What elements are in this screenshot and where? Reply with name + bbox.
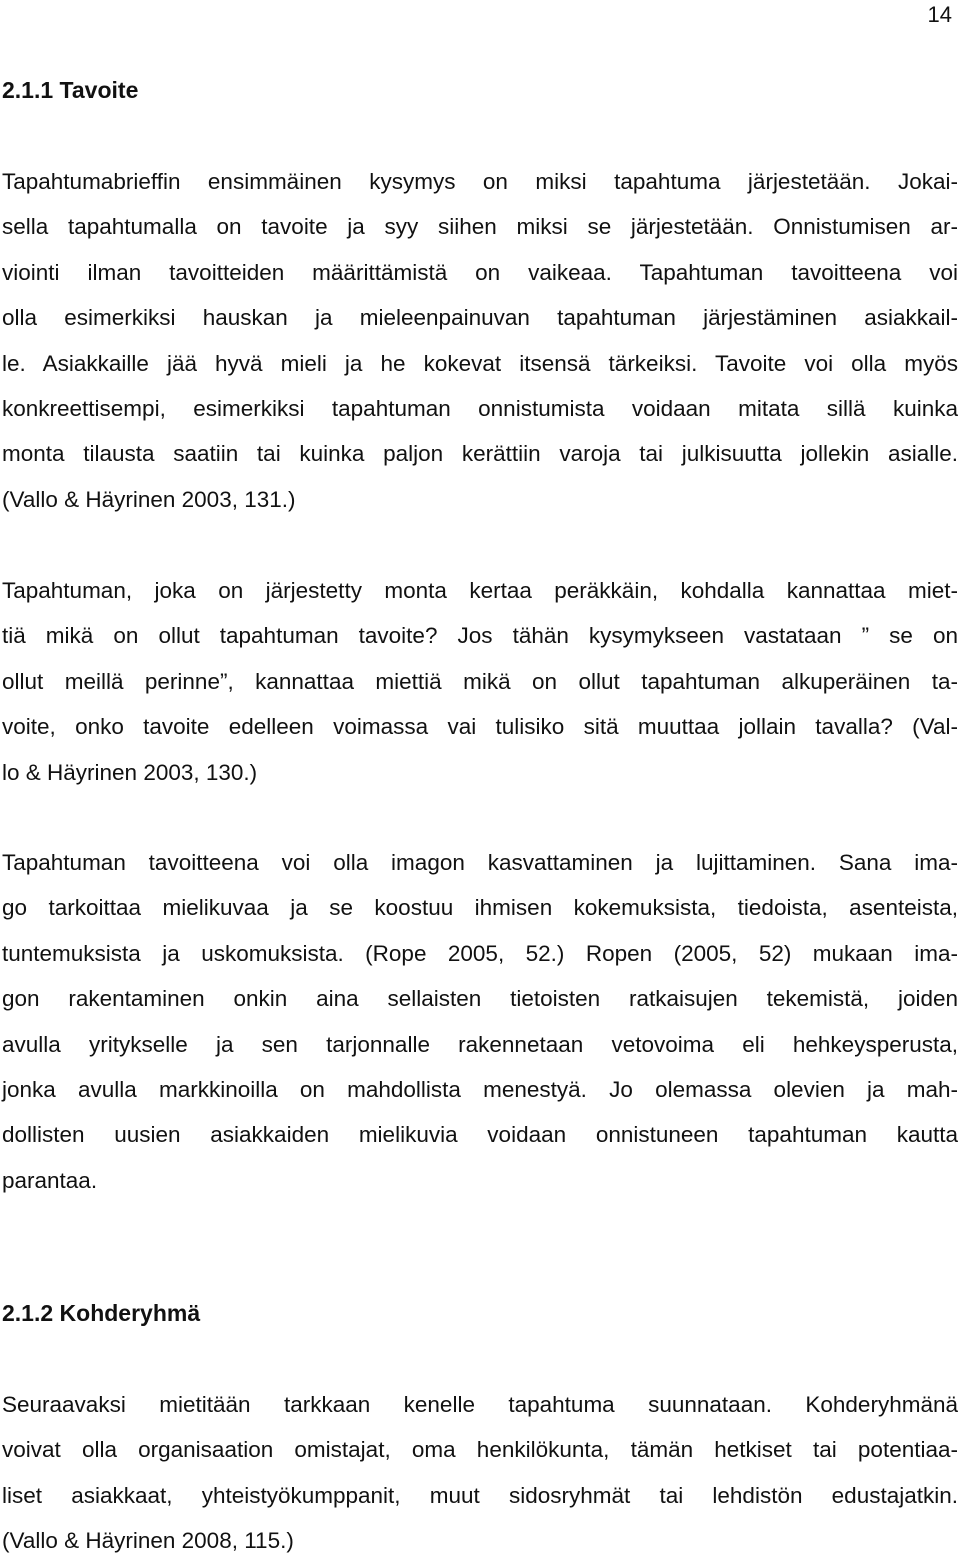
page-number: 14 [927, 2, 952, 27]
paragraph-tavoite-3 [2, 840, 958, 1203]
paragraph-kohderyhma-1 [2, 1382, 958, 1564]
text-line: avulla yritykselle ja sen tarjonnalle rakennetaan vetovoima eli hehkeysperusta, [2, 1031, 958, 1057]
text-line: monta tilausta saatiin tai kuinka paljon kerättiin varoja tai julkisuutta jollekin asialle. [2, 441, 958, 467]
text-line: parantaa. [2, 1167, 98, 1193]
text-line: Tapahtuman, joka on järjestetty monta kertaa peräkkäin, kohdalla kannattaa miet- [2, 578, 958, 603]
text-line: tuntemuksista ja uskomuksista. (Rope 2005, 52.) Ropen (2005, 52) mukaan ima- [2, 940, 958, 966]
paragraph-tavoite-1 [2, 159, 958, 522]
text-line: liset asiakkaat, yhteistyökumppanit, muut sidosryhmät tai lehdistön edustajatkin. [2, 1482, 958, 1508]
text-line: (Vallo & Häyrinen 2008, 115.) [2, 1528, 294, 1554]
section-heading-tavoite: 2.1.1 Tavoite [2, 77, 139, 103]
text-line: Tapahtuman tavoitteena voi olla imagon kasvattaminen ja lujittaminen. Sana ima- [2, 850, 958, 875]
text-line: lo & Häyrinen 2003, 130.) [2, 759, 258, 785]
text-line: Tapahtumabrieffin ensimmäinen kysymys on miksi tapahtuma järjestetään. Jokai- [2, 169, 958, 194]
text-line: olla esimerkiksi hauskan ja mieleenpainuvan tapahtuman järjestäminen asiakkail- [2, 305, 958, 331]
text-line: sella tapahtumalla on tavoite ja syy siihen miksi se järjestetään. Onnistumisen ar- [2, 214, 958, 240]
text-line: Seuraavaksi mietitään tarkkaan kenelle tapahtuma suunnataan. Kohderyhmänä [2, 1392, 958, 1417]
text-line: gon rakentaminen onkin aina sellaisten tietoisten ratkaisujen tekemistä, joiden [2, 986, 958, 1012]
text-line: konkreettisempi, esimerkiksi tapahtuman onnistumista voidaan mitata sillä kuinka [2, 395, 958, 421]
section-heading-kohderyhma: 2.1.2 Kohderyhmä [2, 1300, 201, 1326]
text-line: jonka avulla markkinoilla on mahdollista menestyä. Jo olemassa olevien ja mah- [2, 1076, 958, 1102]
text-line: dollisten uusien asiakkaiden mielikuvia voidaan onnistuneen tapahtuman kautta [2, 1122, 958, 1148]
text-line: ollut meillä perinne”, kannattaa miettiä mikä on ollut tapahtuman alkuperäinen ta- [2, 668, 958, 694]
text-line: viointi ilman tavoitteiden määrittämistä on vaikeaa. Tapahtuman tavoitteena voi [2, 259, 958, 285]
text-line: (Vallo & Häyrinen 2003, 131.) [2, 486, 296, 512]
text-line: le. Asiakkaille jää hyvä mieli ja he kokevat itsensä tärkeiksi. Tavoite voi olla myös [2, 350, 958, 376]
text-line: voivat olla organisaation omistajat, oma henkilökunta, tämän hetkiset tai potentiaa- [2, 1437, 958, 1463]
paragraph-tavoite-2 [2, 568, 958, 795]
text-line: voite, onko tavoite edelleen voimassa vai tulisiko sitä muuttaa jollain tavalla? (Val- [2, 714, 958, 740]
text-line: go tarkoittaa mielikuvaa ja se koostuu ihmisen kokemuksista, tiedoista, asenteista, [2, 895, 958, 921]
text-line: tiä mikä on ollut tapahtuman tavoite? Jos tähän kysymykseen vastataan ” se on [2, 623, 958, 649]
